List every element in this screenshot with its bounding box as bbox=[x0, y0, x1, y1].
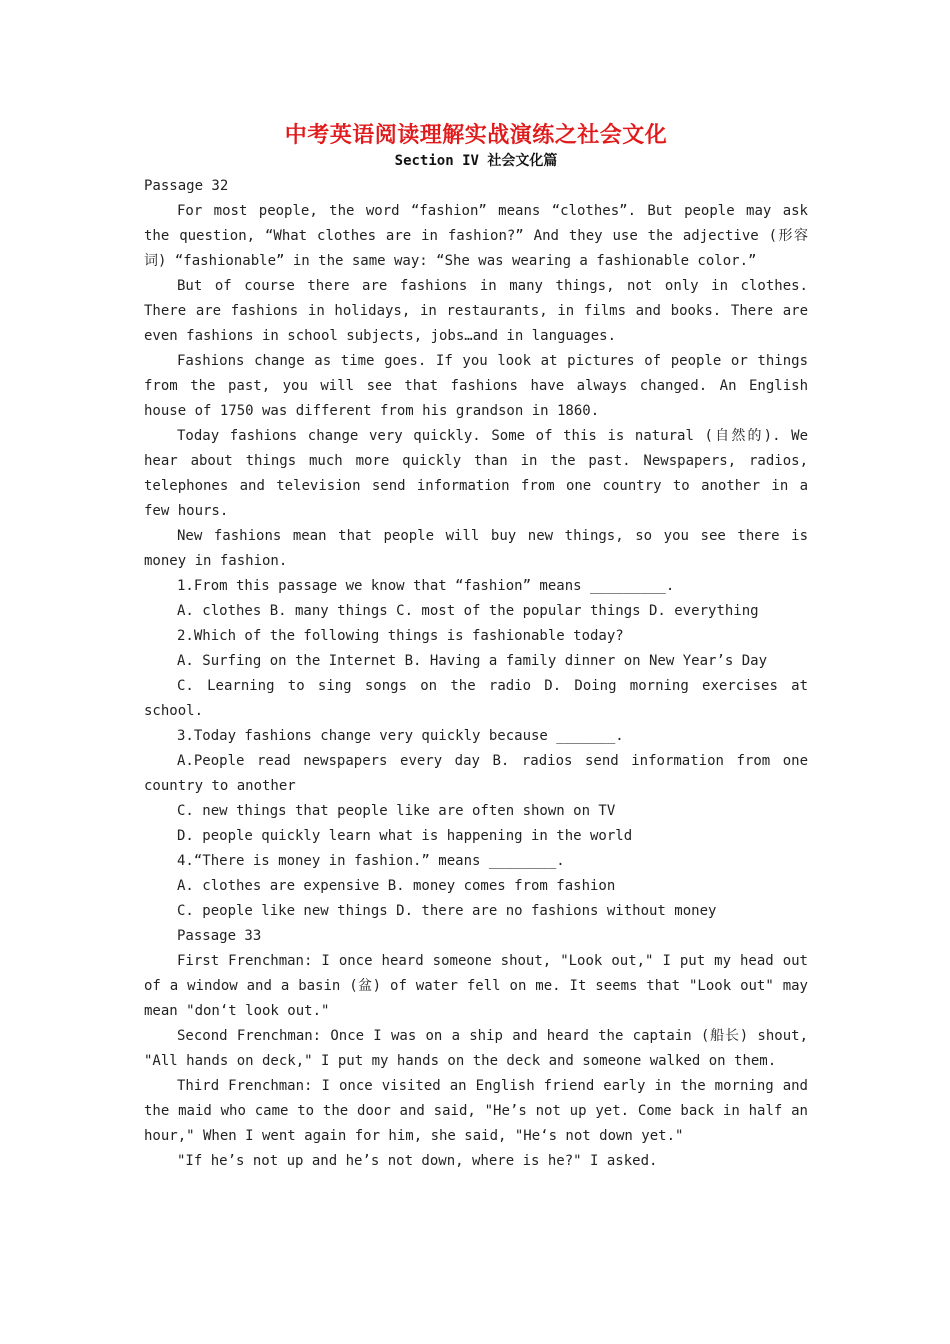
paragraph: C. Learning to sing songs on the radio D. Doing morning exercises at school. bbox=[144, 678, 808, 719]
paragraph: A. Surfing on the Internet B. Having a family dinner on New Year’s Day bbox=[177, 653, 768, 669]
section-subtitle: Section IV 社会文化篇 bbox=[394, 153, 558, 169]
paragraph: A.People read newspapers every day B. radios send information from one country to another bbox=[144, 753, 808, 794]
paragraph: 1.From this passage we know that “fashion” means _________. bbox=[177, 578, 675, 594]
document-body bbox=[144, 174, 808, 1174]
paragraph: C. people like new things D. there are no fashions without money bbox=[177, 903, 717, 919]
paragraph: D. people quickly learn what is happening in the world bbox=[177, 828, 633, 844]
paragraph: Second Frenchman: Once I was on a ship and heard the captain (船长) shout, "All hands on deck," I put my hands on the deck and someone walked on them. bbox=[144, 1028, 808, 1069]
document-page bbox=[144, 120, 808, 1174]
paragraph: 3.Today fashions change very quickly because _______. bbox=[177, 728, 624, 744]
paragraph: A. clothes B. many things C. most of the popular things D. everything bbox=[177, 603, 759, 619]
paragraph: New fashions mean that people will buy new things, so you see there is money in fashion. bbox=[144, 528, 808, 569]
document-title: 中考英语阅读理解实战演练之社会文化 bbox=[284, 122, 668, 148]
paragraph: 2.Which of the following things is fashionable today? bbox=[177, 628, 624, 644]
paragraph: A. clothes are expensive B. money comes from fashion bbox=[177, 878, 616, 894]
paragraph: Today fashions change very quickly. Some of this is natural (自然的). We hear about things much more quickly than in the past. Newspapers, radios, telephones and television send information from one country to another in a few hours. bbox=[144, 428, 808, 519]
paragraph: For most people, the word “fashion” means “clothes”. But people may ask the question, “What clothes are in fashion?” And they use the adjective (形容词) “fashionable” in the same way: “She was wearing a fashionable color.” bbox=[144, 203, 808, 269]
paragraph: "If he’s not up and he’s not down, where is he?" I asked. bbox=[177, 1153, 658, 1169]
paragraph: First Frenchman: I once heard someone shout, "Look out," I put my head out of a window and a basin (盆) of water fell on me. It seems that "Look out" may mean "don‘t look out." bbox=[144, 953, 808, 1019]
paragraph: Passage 32 bbox=[144, 178, 229, 194]
paragraph: 4.“There is money in fashion.” means ________. bbox=[177, 853, 565, 869]
paragraph: Passage 33 bbox=[177, 928, 262, 944]
paragraph: Fashions change as time goes. If you look at pictures of people or things from the past, you will see that fashions have always changed. An English house of 1750 was different from his grandson in 1860. bbox=[144, 353, 808, 419]
paragraph: Third Frenchman: I once visited an English friend early in the morning and the maid who came to the door and said, "He’s not up yet. Come back in half an hour," When I went again for him, she said, "He‘s not down yet." bbox=[144, 1078, 808, 1144]
paragraph: C. new things that people like are often shown on TV bbox=[177, 803, 616, 819]
paragraph: But of course there are fashions in many things, not only in clothes. There are fashions in holidays, in restaurants, in films and books. There are even fashions in school subjects, jobs…and in languages. bbox=[144, 278, 808, 344]
